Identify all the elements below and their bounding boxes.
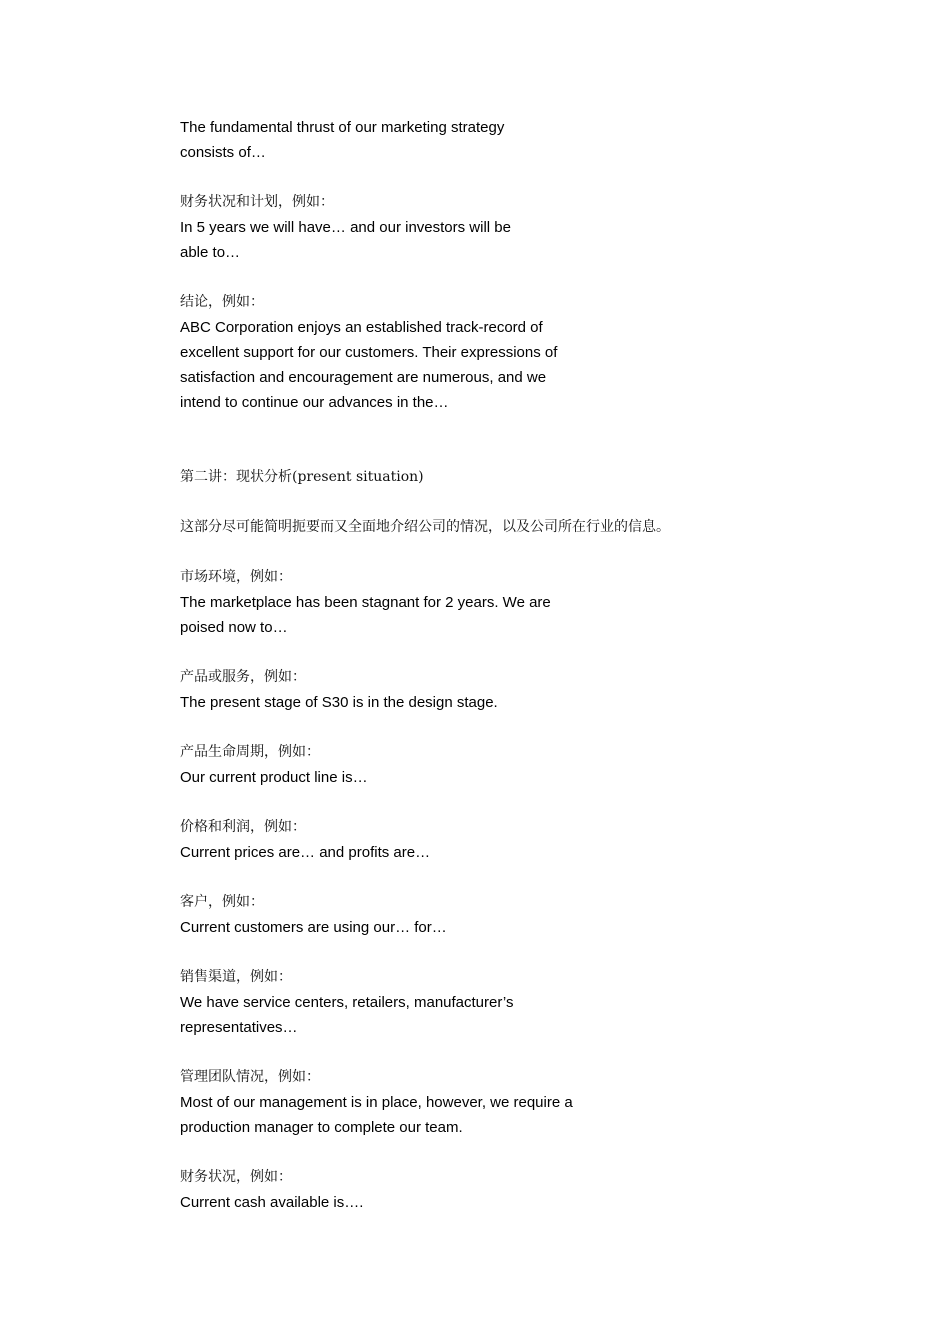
intro-line: The fundamental thrust of our marketing strategy	[180, 119, 505, 136]
market-line: The marketplace has been stagnant for 2 years. We are	[180, 594, 551, 611]
management-label: 管理团队情况，例如：	[180, 1069, 320, 1085]
intro-line: consists of…	[180, 144, 266, 161]
lifecycle-label: 产品生命周期，例如：	[180, 744, 320, 760]
management-line: Most of our management is in place, however, we require a	[180, 1094, 573, 1111]
customers-line: Current customers are using our… for…	[180, 919, 447, 936]
management-line: production manager to complete our team.	[180, 1119, 463, 1136]
market-label: 市场环境，例如：	[180, 569, 292, 585]
finance-status-label: 财务状况，例如：	[180, 1169, 292, 1185]
conclusion-line: excellent support for our customers. Their expressions of	[180, 344, 558, 361]
channels-line: We have service centers, retailers, manufacturer’s	[180, 994, 514, 1011]
finance-plan-label: 财务状况和计划，例如：	[180, 194, 334, 210]
lifecycle-line: Our current product line is…	[180, 769, 368, 786]
lecture-intro: 这部分尽可能简明扼要而又全面地介绍公司的情况，以及公司所在行业的信息。	[180, 519, 670, 535]
conclusion-line: intend to continue our advances in the…	[180, 394, 449, 411]
channels-label: 销售渠道，例如：	[180, 969, 292, 985]
lecture-title: 第二讲：现状分析(present situation)	[180, 469, 424, 485]
conclusion-line: satisfaction and encouragement are numerous, and we	[180, 369, 547, 386]
finance-plan-line: able to…	[180, 244, 241, 261]
pricing-label: 价格和利润，例如：	[180, 819, 306, 835]
finance-status-line: Current cash available is….	[180, 1194, 364, 1211]
market-line: poised now to…	[180, 619, 288, 636]
conclusion-line: ABC Corporation enjoys an established track-record of	[180, 319, 543, 336]
finance-plan-line: In 5 years we will have… and our investors will be	[180, 219, 511, 236]
customers-label: 客户，例如：	[180, 894, 264, 910]
pricing-line: Current prices are… and profits are…	[180, 844, 431, 861]
channels-line: representatives…	[180, 1019, 298, 1036]
product-label: 产品或服务，例如：	[180, 669, 306, 685]
document-page	[180, 115, 920, 1215]
product-line: The present stage of S30 is in the design stage.	[180, 694, 498, 711]
conclusion-label: 结论，例如：	[180, 294, 264, 310]
